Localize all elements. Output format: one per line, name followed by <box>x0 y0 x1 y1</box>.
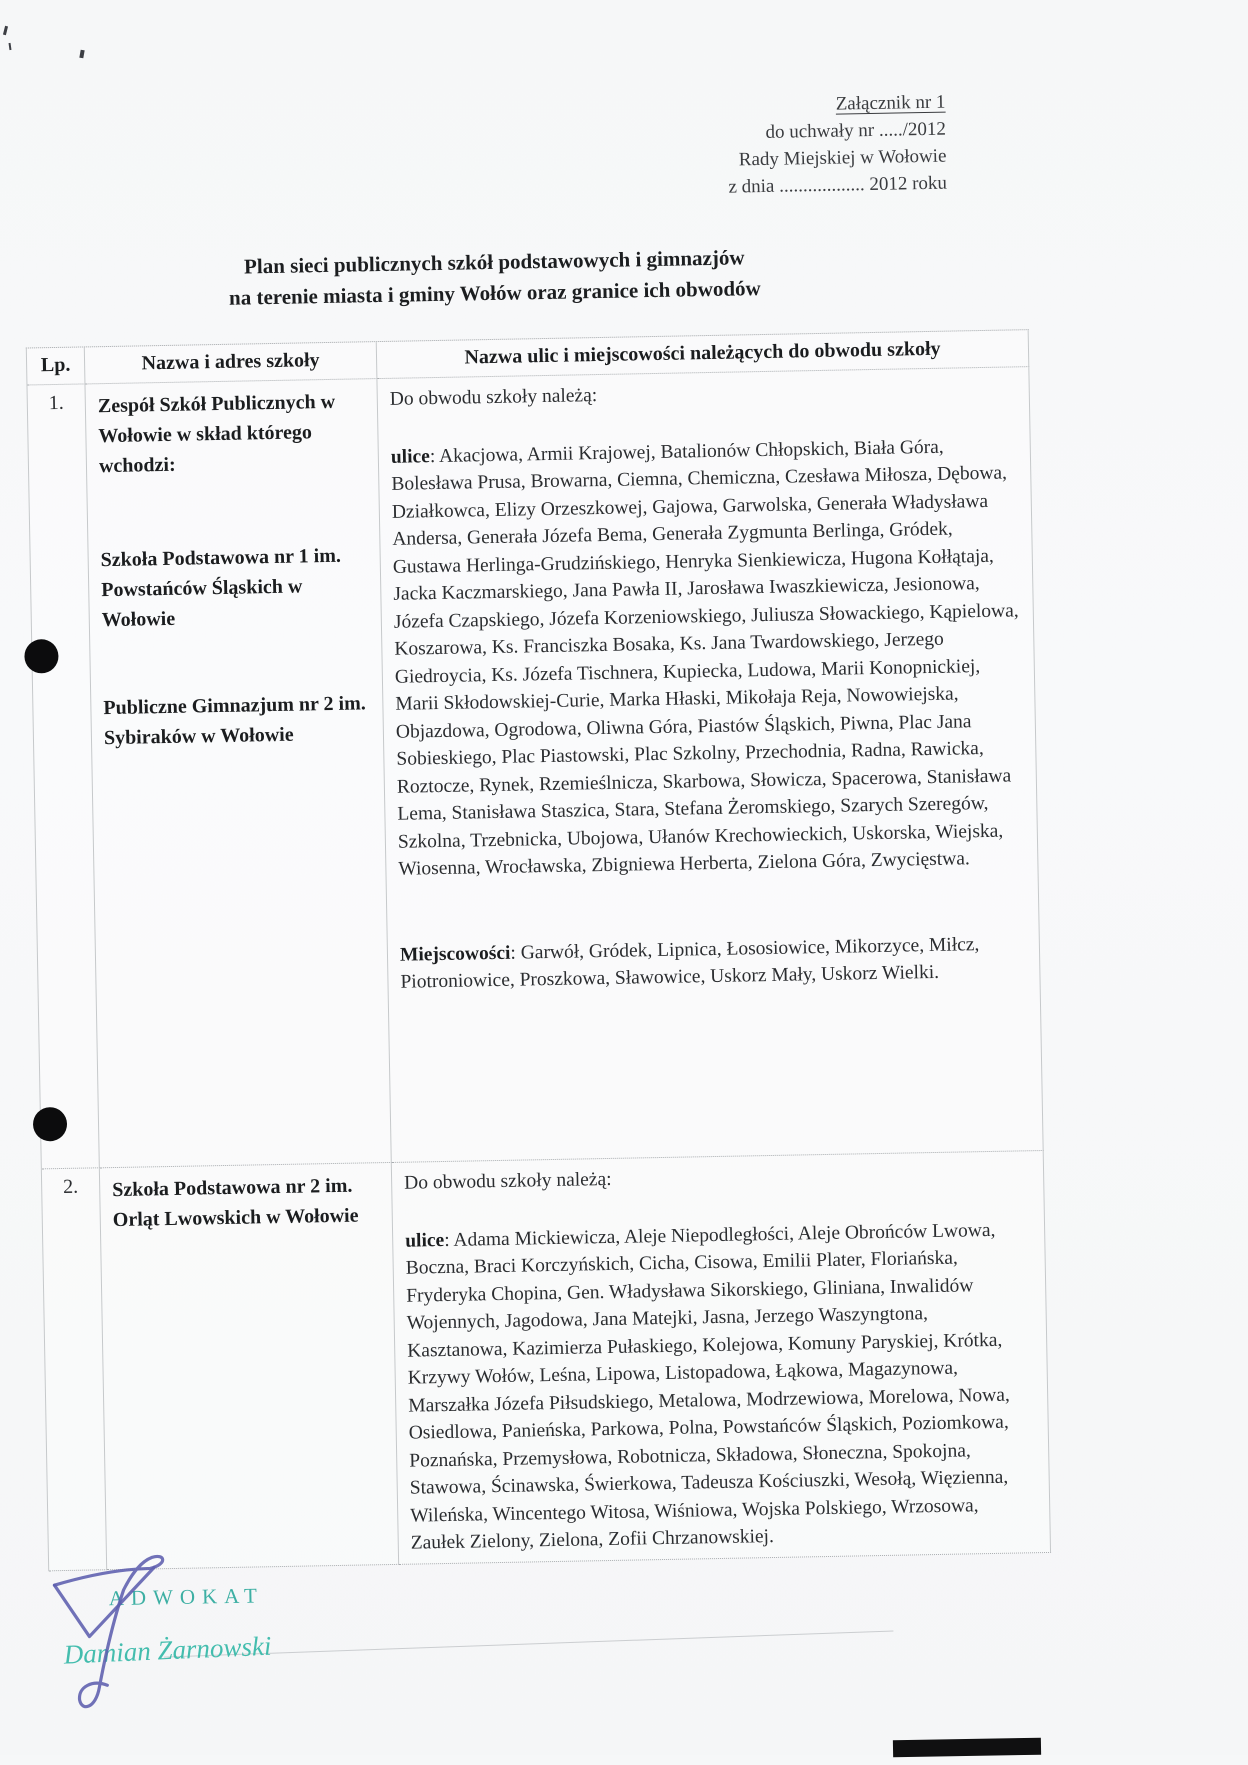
district-places <box>400 930 1026 996</box>
district-intro: Do obwodu szkoły należą: <box>389 385 598 410</box>
school-name-complex: Zespół Szkół Publicznych w Wołowie w skład którego wchodzi: <box>97 390 336 478</box>
table-row-1-school <box>85 379 391 1168</box>
table-row-2-number: 2. <box>42 1168 107 1571</box>
streets-list: : Adama Mickiewicza, Aleje Niepodległości, Aleje Obrońców Lwowa, Boczna, Braci Korczyńskich, Cicha, Cisowa, Emilii Plater, Floriańska, Fryderyka Chopina, Gen. Władysława Sikorskiego, Gliniana, Inwalidów Wojennych, Jagodowa, Jana Matejki, Jasna, Jerzego Waszyngtona, Kasztanowa, Kazimierza Pułaskiego, Kolejowa, Komuny Paryskiej, Krótka, Krzywy Wołów, Leśna, Lipowa, Listopadowa, Łąkowa, Magazynowa, Marszałka Józefa Piłsudskiego, Metalowa, Modrzewiowa, Morelowa, Nowa, Osiedlowa, Panieńska, Parkowa, Polna, Powstańców Śląskich, Poziomkowa, Poznańska, Przemysłowa, Robotnicza, Składowa, Słoneczna, Spokojna, Stawowa, Ścinawska, Świerkowa, Tadeusza Kościuszki, Wesołą, Więzienna, Wileńska, Wincentego Witosa, Wiśniowa, Wojska Polskiego, Wrzosowa, Zaułek Zielony, Zielona, Zofii Chrzanowskiej. <box>405 1219 1010 1554</box>
column-header-lp: Lp. <box>27 347 86 385</box>
places-label: Miejscowości <box>399 942 511 966</box>
schools-table <box>26 329 1051 1571</box>
paper-crease-line <box>164 1630 894 1657</box>
streets-label: ulice <box>405 1229 445 1252</box>
school-name-gymnasium-2: Publiczne Gimnazjum nr 2 im. Sybiraków w Wołowie <box>103 692 366 750</box>
advocate-stamp-name: Damian Żarnowski <box>63 1630 272 1670</box>
column-header-streets: Nazwa ulic i miejscowości należących do obwodu szkoły <box>377 330 1030 379</box>
places-list: : Garwół, Gródek, Lipnica, Łososiowice, Mikorzyce, Miłcz, Piotroniowice, Proszkowa, Sławowice, Uskorz Mały, Uskorz Wielki. <box>400 933 980 993</box>
scan-artifact-bar <box>893 1738 1041 1758</box>
school-name-primary-2: Szkoła Podstawowa nr 2 im. Orląt Lwowskich w Wołowie <box>112 1174 359 1232</box>
annex-council: Rady Miejskiej w Wołowie <box>738 145 947 171</box>
district-streets <box>391 432 1024 883</box>
page-title <box>126 240 863 315</box>
district-streets <box>405 1216 1036 1557</box>
annex-number: Załącznik nr 1 <box>835 91 946 115</box>
table-row-1-number: 1. <box>27 384 99 1169</box>
advocate-stamp-role: ADWOKAT <box>108 1583 265 1611</box>
annex-resolution: do uchwały nr ...../2012 <box>765 118 947 143</box>
streets-list: : Akacjowa, Armii Krajowej, Batalionów Chłopskich, Biała Góra, Bolesława Prusa, Browarna, Ciemna, Chemiczna, Czesława Miłosza, Dębowa, Działkowca, Elizy Orzeszkowej, Gajowa, Garwolska, Generała Władysława Andersa, Generała Józefa Bema, Generała Zygmunta Berlinga, Gródek, Gustawa Herlinga-Grudzińskiego, Henryka Sienkiewicza, Hugona Kołłątaja, Jacka Kaczmarskiego, Jana Pawła II, Jarosława Iwaszkiewicza, Jesionowa, Józefa Czapskiego, Józefa Korzeniowskiego, Juliusza Słowackiego, Kąpielowa, Koszarowa, Ks. Franciszka Bosaka, Ks. Jana Twardowskiego, Jerzego Giedroycia, Ks. Józefa Tischnera, Kupiecka, Ludowa, Marii Konopnickiej, Marii Skłodowskiej-Curie, Marka Hłaski, Mikołaja Reja, Nowowiejska, Objazdowa, Ogrodowa, Oliwna Góra, Piastów Śląskich, Piwna, Plac Jana Sobieskiego, Plac Piastowski, Plac Szkolny, Przechodnia, Radna, Rawicka, Roztocze, Rynek, Rzemieślnicza, Skarbowa, Słowicza, Spacerowa, Stanisława Lema, Stanisława Staszica, Stara, Stefana Żeromskiego, Szarych Szeregów, Szkolna, Trzebnicka, Ubojowa, Ułanów Krechowieckich, Uskorska, Wiejska, Wiosenna, Wrocławska, Zbigniewa Herberta, Zielona Góra, Zwycięstwa. <box>391 436 1019 880</box>
column-header-school: Nazwa i adres szkoły <box>85 342 378 384</box>
annex-reference <box>605 89 947 203</box>
school-name-primary-1: Szkoła Podstawowa nr 1 im. Powstańców Śląskich w Wołowie <box>100 544 342 632</box>
annex-date: z dnia .................. 2012 roku <box>728 172 948 198</box>
page-title-line-1: Plan sieci publicznych szkół podstawowych i gimnazjów <box>243 245 745 279</box>
table-row-1-district <box>377 367 1043 1163</box>
streets-label: ulice <box>390 445 431 468</box>
table-row-2-school <box>100 1163 399 1570</box>
district-intro: Do obwodu szkoły należą: <box>403 1168 612 1194</box>
page-title-line-2: na terenie miasta i gminy Wołów oraz granice ich obwodów <box>228 276 761 310</box>
table-row-2-district <box>392 1151 1051 1565</box>
